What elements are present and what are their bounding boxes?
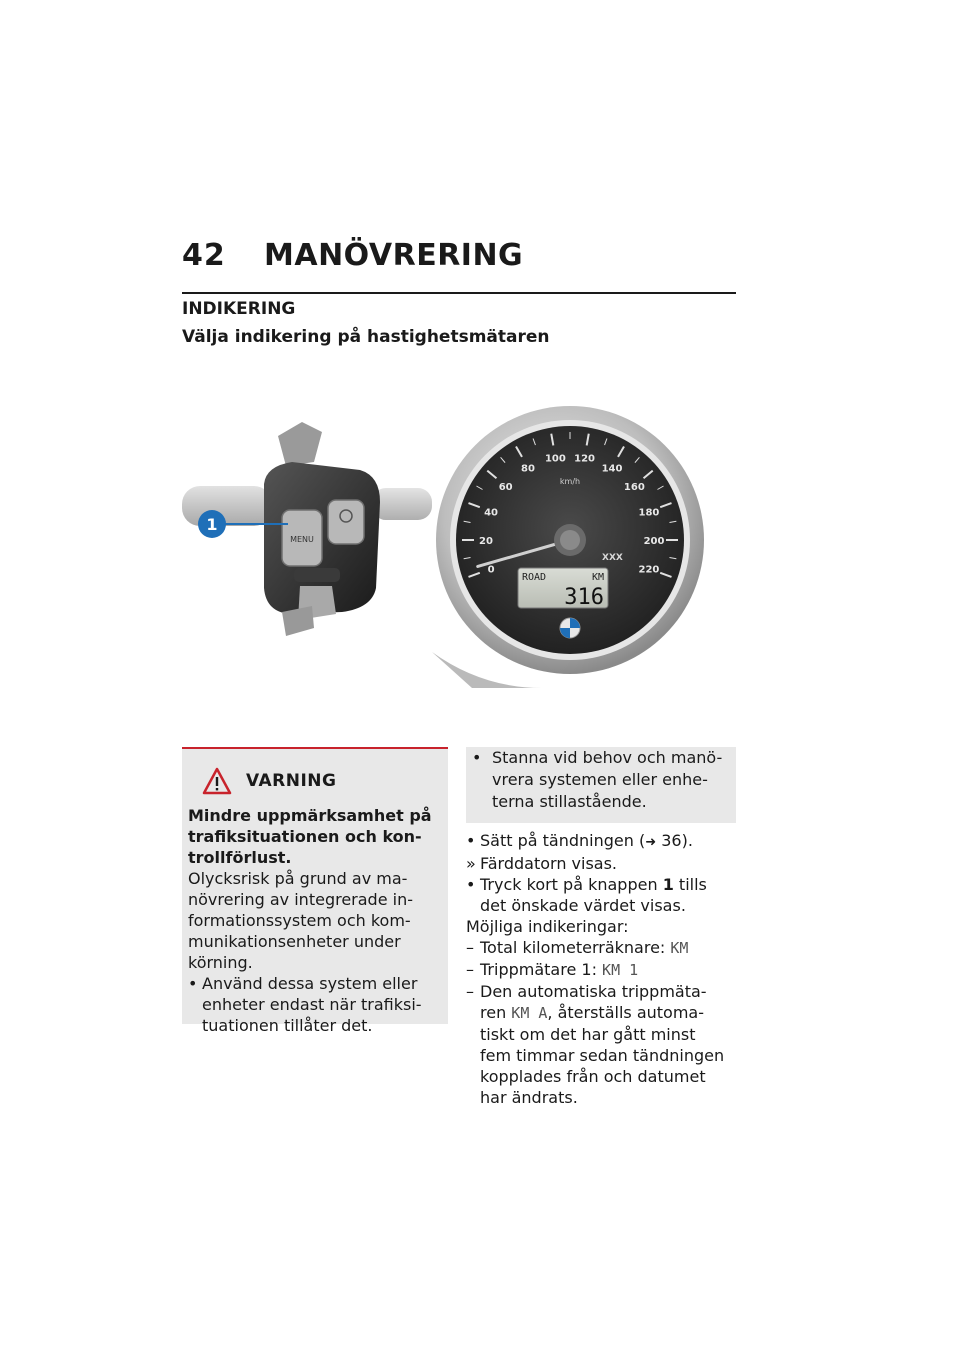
warning-box: [182, 747, 448, 1035]
step-ignition: • Sätt på tändningen (➜ 36).: [466, 831, 693, 850]
speedometer: [432, 406, 704, 688]
result-trip-computer: » Färddatorn visas.: [466, 854, 618, 873]
note-item: • Stanna vid behov och manö- vrera systemen eller enhe- terna stillastående.: [472, 748, 723, 811]
speedometer-tick-label: 200: [643, 536, 665, 547]
svg-text:1: 1: [206, 515, 218, 534]
warning-title: VARNING: [246, 771, 337, 791]
lcd-mode: ROAD: [522, 572, 547, 583]
button-ref-1: 1: [662, 875, 674, 894]
speedometer-tick-label: 60: [498, 482, 513, 494]
instruction-steps: [466, 830, 738, 1108]
subsection-title: Välja indikering på hastighetsmätaren: [182, 327, 550, 347]
page-number: 42: [182, 238, 226, 273]
speedometer-tick-label: 220: [638, 564, 660, 576]
speedometer-tick-label: 180: [638, 507, 660, 519]
header-rule: [182, 292, 736, 294]
arrow-right-icon: ➜: [645, 835, 657, 850]
warning-consequence: Olycksrisk på grund av ma- növrering av integrerade in- formationssystem och kom- munikationsenheter under körning.: [188, 869, 413, 972]
speedometer-tick-label: 100: [544, 453, 566, 465]
speedometer-tick-label: 140: [601, 463, 623, 475]
option-total-km: – Total kilometerräknare: KM: [466, 938, 689, 957]
speedometer-tick-label: 120: [574, 453, 596, 465]
speedometer-tick-label: 0: [487, 564, 495, 576]
page-reference[interactable]: 36: [661, 831, 682, 850]
speedometer-tick-label: 160: [623, 482, 645, 494]
option-trip-1: – Trippmätare 1: KM 1: [466, 960, 639, 979]
speedometer-tick-label: 80: [521, 463, 535, 475]
lcd-value: 316: [564, 585, 604, 610]
handlebar-switch: [182, 422, 432, 636]
warning-action: • Använd dessa system eller enheter endast när trafiksi- tuationen tillåter det.: [188, 974, 422, 1035]
option-trip-auto: – Den automatiska trippmäta- ren KM A, återställs automa- tiskt om det har gått minst fem timmar sedan tändningen kopplades från och datumet har ändrats.: [466, 982, 725, 1107]
fuel-label: XXX: [602, 553, 623, 563]
speed-unit: km/h: [559, 477, 581, 486]
menu-button-label: MENU: [290, 535, 314, 544]
warning-triangle-icon: [202, 767, 232, 795]
lcd-unit: KM: [591, 572, 604, 583]
step-press-button: • Tryck kort på knappen 1 tills det önskade värdet visas.: [466, 875, 707, 915]
note-box: [466, 747, 736, 823]
speedometer-tick-label: 40: [484, 507, 499, 519]
chapter-title: MANÖVRERING: [264, 238, 524, 273]
options-intro: Möjliga indikeringar:: [466, 917, 629, 936]
speedometer-tick-label: 20: [479, 536, 493, 547]
section-title: INDIKERING: [182, 299, 296, 319]
warning-hazard: Mindre uppmärksamhet på trafiksituationen och kon- trollförlust.: [188, 806, 432, 867]
controls-figure: [182, 392, 736, 688]
